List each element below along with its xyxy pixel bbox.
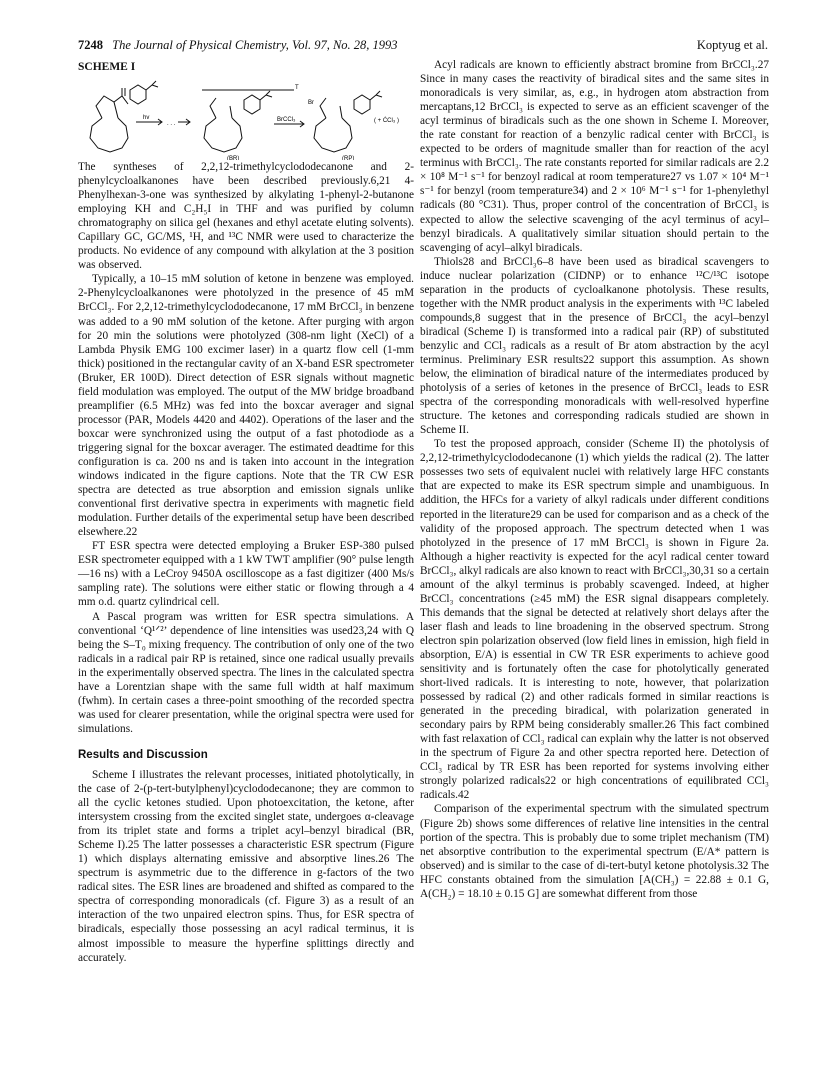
ellipsis-label: . . . [167,121,176,127]
br-label: Br [308,100,314,106]
section-heading: Results and Discussion [78,748,208,761]
hv-label: hv [143,115,150,121]
scheme-drawing [78,76,414,160]
running-head [78,38,768,54]
radical-pair-label: ( + ĊCl₃ ) [374,118,399,124]
label-br: (BR) [227,156,240,160]
paragraph: To test the proposed approach, consider (Scheme II) the photolysis of 2,2,12-trimethylcyclododecanone (1) which yields the radical (2). The latter possesses two sets of equivalent nuclei with relatively large HFC constants that are expected to make its ESR spectrum simple and unambiguous. In addition, the HFCs for a variety of alkyl radicals under different conditions reported in the literature29 can be used for comparison and as a check of the validity of the proposed approach. The spectrum detected when 1 was photolyzed in the presence of 17 mM BrCCl₃ is shown in Figure 2a. Although a higher reactivity is expected for the acyl radical center toward BrCCl₃, alkyl radicals are also known to react with BrCCl₃,30,31 so a certain amount of the alkyl terminus is probably scavenged. Indeed, at higher BrCCl₃ concentrations (≥45 mM) the ESR signal disappears completely. This demands that the signal be detected at relatively short delays after the laser flash and leads to line broadening in the observed spectrum. Strong electron spin polarization observed (low field lines in emission, high field in absorption, E/A) is essential in CW TR ESR experiments to achieve good sensitivity and is fortunately often the case for photolytically generated short-lived radicals. It is interesting to note, however, that polarization possessed by radical (2) and other radicals formed in similar reactions is generated in the preceding biradical, with polarization generated in secondary pairs by RPM being considerably smaller.26 This fact combined with fast relaxation of CCl₃ radical can explain why the latter is not observed in the spectrum of Figure 2a and other spectra reported here. Detection of CCl₃ radical by TR ESR has been reported for systems involving either strongly polarized radicals22 or high concentrations of equilibrated CCl₃ radicals.42 [420,438,769,802]
paragraph: Typically, a 10–15 mM solution of ketone in benzene was employed. 2-Phenylcycloalkanones were photolyzed in the presence of 45 mM BrCCl₃. For 2,2,12-trimethylcyclododecanone, 17 mM BrCCl₃ in benzene was added to a 90 mM solution of the ketone. After purging with argon for 20 min the solutions were photolyzed (308-nm light (XeCl) of a Lambda Physik EMG 100 excimer laser) in a quartz flow cell (1-mm thick) positioned in the rectangular cavity of an X-band ESR spectrometer (Bruker, ER 100D). Direct detection of ESR signals without magnetic field modulation was employed. The output of the MW bridge broadband preamplifier (6.5 MHz) was fed into the boxcar averager and signal processor (PAR, Models 4420 and 4402). Operations of the laser and the boxcar were synchronized using the output of a fast photodiode as a triggering signal for the boxcar averager. The estimated deadtime for this configuration is ca. 200 ns and is taken into account in the integration windows indicated in the figure captions. Note that the TR CW ESR spectra are detected as true absorption and emission signals unlike conventional first derivative spectra in experiments with magnetic field modulation. Further details of the experimental setup have been described elsewhere.22 [78,273,414,539]
paragraph: Comparison of the experimental spectrum with the simulated spectrum (Figure 2b) shows some differences of relative line intensities in the central portion of the spectra. This is probably due to some triplet mechanism (TM) net absorptive contribution to the experimental spectrum (E/A* pattern is observed) and is similar to the case of di-tert-butyl ketone photolysis.32 The HFC constants obtained from the simulation [A(CH₃) = 22.88 ± 0.1 G, A(CH₂) = 18.10 ± 0.15 G] are somewhat different from those [420,803,769,900]
paragraph: Thiols28 and BrCCl₃6–8 have been used as biradical scavengers to induce nuclear polarization (CIDNP) or to enhance ¹²C/¹³C isotope separation in the products of cycloalkanone photolysis. These results, together with the NMR product analysis in the experiments with ¹³C labeled compounds,8 suggest that in the presence of BrCCl₃ the acyl–benzyl biradical (Scheme I) is transformed into a radical pair (RP) of substituted benzylic and CCl₃ radicals as a result of Br atom abstraction by the acyl terminus. Preliminary ESR results22 support this assumption. As shown below, the elimination of biradical nature of the intermediates produced by photolysis of a series of ketones in the presence of BrCCl₃ leads to ESR spectra of the corresponding monoradicals with well-resolved hyperfine structure. The ketones and corresponding radicals studied are shown in Scheme II. [420,255,769,437]
paragraph: A Pascal program was written for ESR spectra simulations. A conventional ‘Q¹ᐟ²’ dependence of line intensities was used23,24 with Q being the S–T₀ mixing frequency. The contribution of only one of the two radicals in a radical pair RP is retained, since one radical usually prevails in the experimentally observed spectra. The lines in the calculated spectra have a Lorentzian shape with the same full width at half maximum (fwhm). In certain cases a three-point smoothing of the recorded spectra was used for clearer presentation, while the original spectra were used for simulations. [78,610,414,735]
paragraph: Scheme I illustrates the relevant processes, initiated photolytically, in the case of 2-(p-tert-butylphenyl)cyclododecanone; they are common to all the cyclic ketones studied. Upon photoexcitation, the ketone, after intersystem crossing from the excited singlet state, undergoes α-cleavage from its triplet state and forms a triplet acyl–benzyl biradical (BR, Scheme I).25 The latter possesses a characteristic ESR spectrum (Figure 1) which displays alternating emissive and absorptive lines.26 The spectrum is asymmetric due to the difference in g-factors of the two radical sites. The ESR lines are broadened and shifted as compared to the spectra of corresponding monoradicals (cf. Figure 3) as a result of an interaction of the two unpaired electron spins. Thus, for ESR spectra of biradicals, especially those possessing an acyl radical terminus, it is almost impossible to measure the hyperfine splittings directly and accurately. [78,768,414,964]
page-number: 7248 [78,38,103,52]
radical-pair-structure [314,91,382,152]
reagent-label: BrCCl₃ [277,117,296,123]
left-column [78,58,414,965]
scheme-figure [78,76,414,160]
running-authors: Koptyug et al. [696,38,768,52]
label-rp: (RP) [342,156,355,160]
paragraph: Acyl radicals are known to efficiently abstract bromine from BrCCl₃.27 Since in many cases the reactivity of biradical sites and the same sites in monoradicals is very similar, as, e.g., in hydrogen atom abstraction from mercaptans,12 BrCCl₃ is expected to serve as an efficient scavenger of the acyl terminus of biradicals such as the one shown in Scheme I. Moreover, the rate constant for reaction of a benzylic radical center with BrCCl₃ is expected to be orders of magnitude smaller than for reaction of the acyl terminus with BrCCl₃. The rate constants reported for similar radicals are 2.2 × 10⁸ M⁻¹ s⁻¹ for benzoyl radical at room temperature27 vs 1.07 × 10⁴ M⁻¹ s⁻¹ for benzyl (room temperature34) and 2 × 10⁶ M⁻¹ s⁻¹ for 1-phenylethyl radicals (80 °C31). Thus, proper control of the concentration of BrCCl₃ is expected to allow the selective scavenging of the acyl terminus of acyl–benzyl biradicals. A qualitatively similar situation should pertain to the scavenging of acyl–alkyl biradicals. [420,59,769,254]
scheme-label: SCHEME I [78,61,136,73]
triplet-label: T [295,85,299,91]
paragraph: The syntheses of 2,2,12-trimethylcyclododecanone and 2-phenylcycloalkanones have been described previously.6,21 4-Phenylhexan-3-one was synthesized by alkylating 1-phenyl-2-butanone employing KH and C₂H₅I in THF and was purified by column chromatography on silica gel (hexanes and ethyl acetate eluting solvents). Capillary GC, GC/MS, ¹H, and ¹³C NMR were used to characterize the products. No evidence of any compound with alkylation at the 3 position was observed. [78,161,414,272]
paragraph: FT ESR spectra were detected employing a Bruker ESP-380 pulsed ESR spectrometer equipped with a 1 kW TWT amplifier (90° pulse length—16 ns) with a LeCroy 9450A oscilloscope as a fast digitizer (400 Ms/s sampling rate). The solutions were either static or flowing through a 4 mm o.d. quartz cylindrical cell. [78,540,414,609]
right-column [420,58,769,901]
journal-citation: The Journal of Physical Chemistry, Vol. 97, No. 28, 1993 [112,38,398,52]
